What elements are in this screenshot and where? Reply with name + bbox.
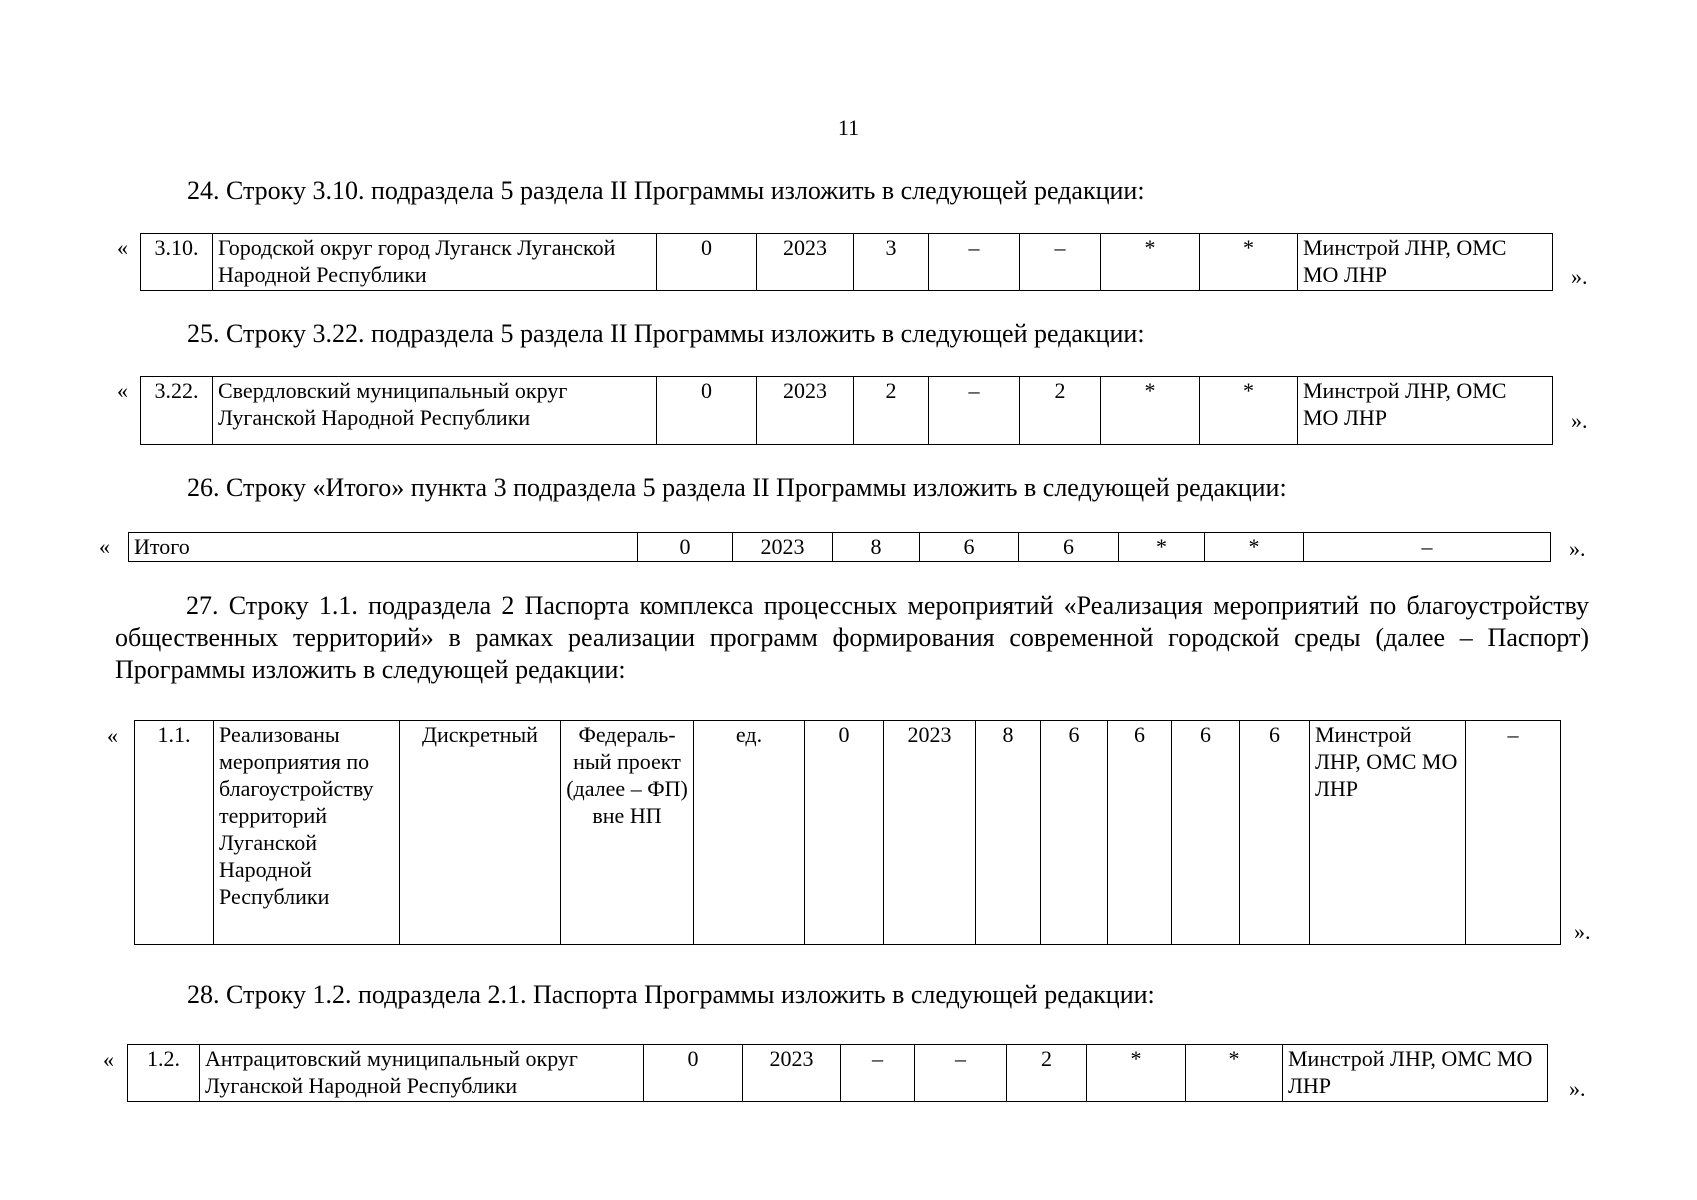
item-25-table <box>140 376 1553 445</box>
cell-value-5: 6 <box>1240 721 1310 945</box>
cell-value-4: * <box>1101 377 1200 445</box>
cell-responsible: Минстрой ЛНР, ОМС МО ЛНР <box>1298 234 1553 291</box>
cell-value-5: * <box>1200 377 1298 445</box>
cell-base-year: 2023 <box>884 721 976 945</box>
cell-number: 1.1. <box>135 721 214 945</box>
item-25-heading: 25. Строку 3.22. подраздела 5 раздела II Программы изложить в следующей редакции: <box>187 319 1145 348</box>
cell-note: – <box>1466 721 1561 945</box>
cell-name: Свердловский муниципальный округ Луганской Народной Республики <box>213 377 657 445</box>
cell-number: 3.10. <box>141 234 213 291</box>
item-28-quote-open: « <box>103 1047 114 1072</box>
cell-value-2: – <box>929 377 1020 445</box>
cell-responsible: – <box>1304 533 1551 562</box>
cell-base-year: 2023 <box>743 1045 841 1102</box>
cell-base-value: 0 <box>657 377 757 445</box>
cell-value-5: * <box>1200 234 1298 291</box>
cell-value-4: * <box>1119 533 1205 562</box>
page-number: 11 <box>837 115 860 140</box>
cell-base-value: 0 <box>657 234 757 291</box>
cell-value-1: 8 <box>976 721 1041 945</box>
cell-value-2: 6 <box>920 533 1019 562</box>
cell-value-2: 6 <box>1041 721 1108 945</box>
cell-value-3: 2 <box>1020 377 1101 445</box>
cell-unit: ед. <box>694 721 805 945</box>
cell-value-3: 2 <box>1007 1045 1087 1102</box>
cell-responsible: Минстрой ЛНР, ОМС МО ЛНР <box>1310 721 1466 945</box>
item-24-table <box>140 233 1553 291</box>
cell-number: 3.22. <box>141 377 213 445</box>
cell-value-4: 6 <box>1172 721 1240 945</box>
cell-base-year: 2023 <box>757 234 854 291</box>
cell-type: Дискретный <box>400 721 561 945</box>
item-24-heading: 24. Строку 3.10. подраздела 5 раздела II Программы изложить в следующей редакции: <box>187 176 1145 205</box>
item-25-quote-close: ». <box>1571 408 1588 433</box>
table-row <box>129 533 1551 562</box>
cell-value-1: 3 <box>854 234 929 291</box>
cell-value-4: * <box>1101 234 1200 291</box>
table-row <box>135 721 1561 945</box>
item-24-quote-close: ». <box>1571 264 1588 289</box>
item-26-quote-open: « <box>99 534 110 559</box>
cell-value-5: * <box>1205 533 1304 562</box>
cell-value-1: 2 <box>854 377 929 445</box>
cell-indicator: Реализованы мероприятия по благоустройству территорий Луганской Народной Республики <box>214 721 400 945</box>
cell-base-value: 0 <box>805 721 884 945</box>
cell-value-2: – <box>929 234 1020 291</box>
cell-name: Итого <box>129 533 638 562</box>
item-28-heading: 28. Строку 1.2. подраздела 2.1. Паспорта Программы изложить в следующей редакции: <box>187 980 1155 1009</box>
cell-value-3: 6 <box>1108 721 1172 945</box>
cell-value-1: – <box>841 1045 915 1102</box>
item-27-table <box>134 720 1561 945</box>
cell-source: Федераль-ный проект (далее – ФП) вне НП <box>561 721 694 945</box>
cell-value-1: 8 <box>833 533 920 562</box>
cell-value-2: – <box>915 1045 1007 1102</box>
cell-value-3: – <box>1020 234 1101 291</box>
cell-responsible: Минстрой ЛНР, ОМС МО ЛНР <box>1283 1045 1548 1102</box>
cell-value-3: 6 <box>1019 533 1119 562</box>
table-row <box>141 234 1553 291</box>
item-27-quote-close: ». <box>1574 919 1591 944</box>
cell-value-4: * <box>1087 1045 1186 1102</box>
item-24-quote-open: « <box>117 235 128 260</box>
cell-number: 1.2. <box>128 1045 200 1102</box>
cell-base-year: 2023 <box>733 533 833 562</box>
table-row <box>128 1045 1548 1102</box>
cell-responsible: Минстрой ЛНР, ОМС МО ЛНР <box>1298 377 1553 445</box>
item-28-table <box>127 1044 1548 1102</box>
item-26-table <box>128 532 1551 562</box>
item-25-quote-open: « <box>117 378 128 403</box>
cell-base-year: 2023 <box>757 377 854 445</box>
item-27-quote-open: « <box>107 723 118 748</box>
item-26-quote-close: ». <box>1569 536 1586 561</box>
cell-name: Городской округ город Луганск Луганской Народной Республики <box>213 234 657 291</box>
cell-value-5: * <box>1186 1045 1283 1102</box>
item-27-heading: 27. Строку 1.1. подраздела 2 Паспорта комплекса процессных мероприятий «Реализация мероприятий по благоустройству общественных территорий» в рамках реализации программ формирования современной городской среды (далее – Паспорт) Программы изложить в следующей редакции: <box>115 591 1589 684</box>
cell-base-value: 0 <box>644 1045 743 1102</box>
item-28-quote-close: ». <box>1569 1076 1586 1101</box>
table-row <box>141 377 1553 445</box>
cell-base-value: 0 <box>638 533 733 562</box>
cell-name: Антрацитовский муниципальный округ Луганской Народной Республики <box>200 1045 644 1102</box>
item-26-heading: 26. Строку «Итого» пункта 3 подраздела 5 раздела II Программы изложить в следующей редакции: <box>187 473 1287 502</box>
